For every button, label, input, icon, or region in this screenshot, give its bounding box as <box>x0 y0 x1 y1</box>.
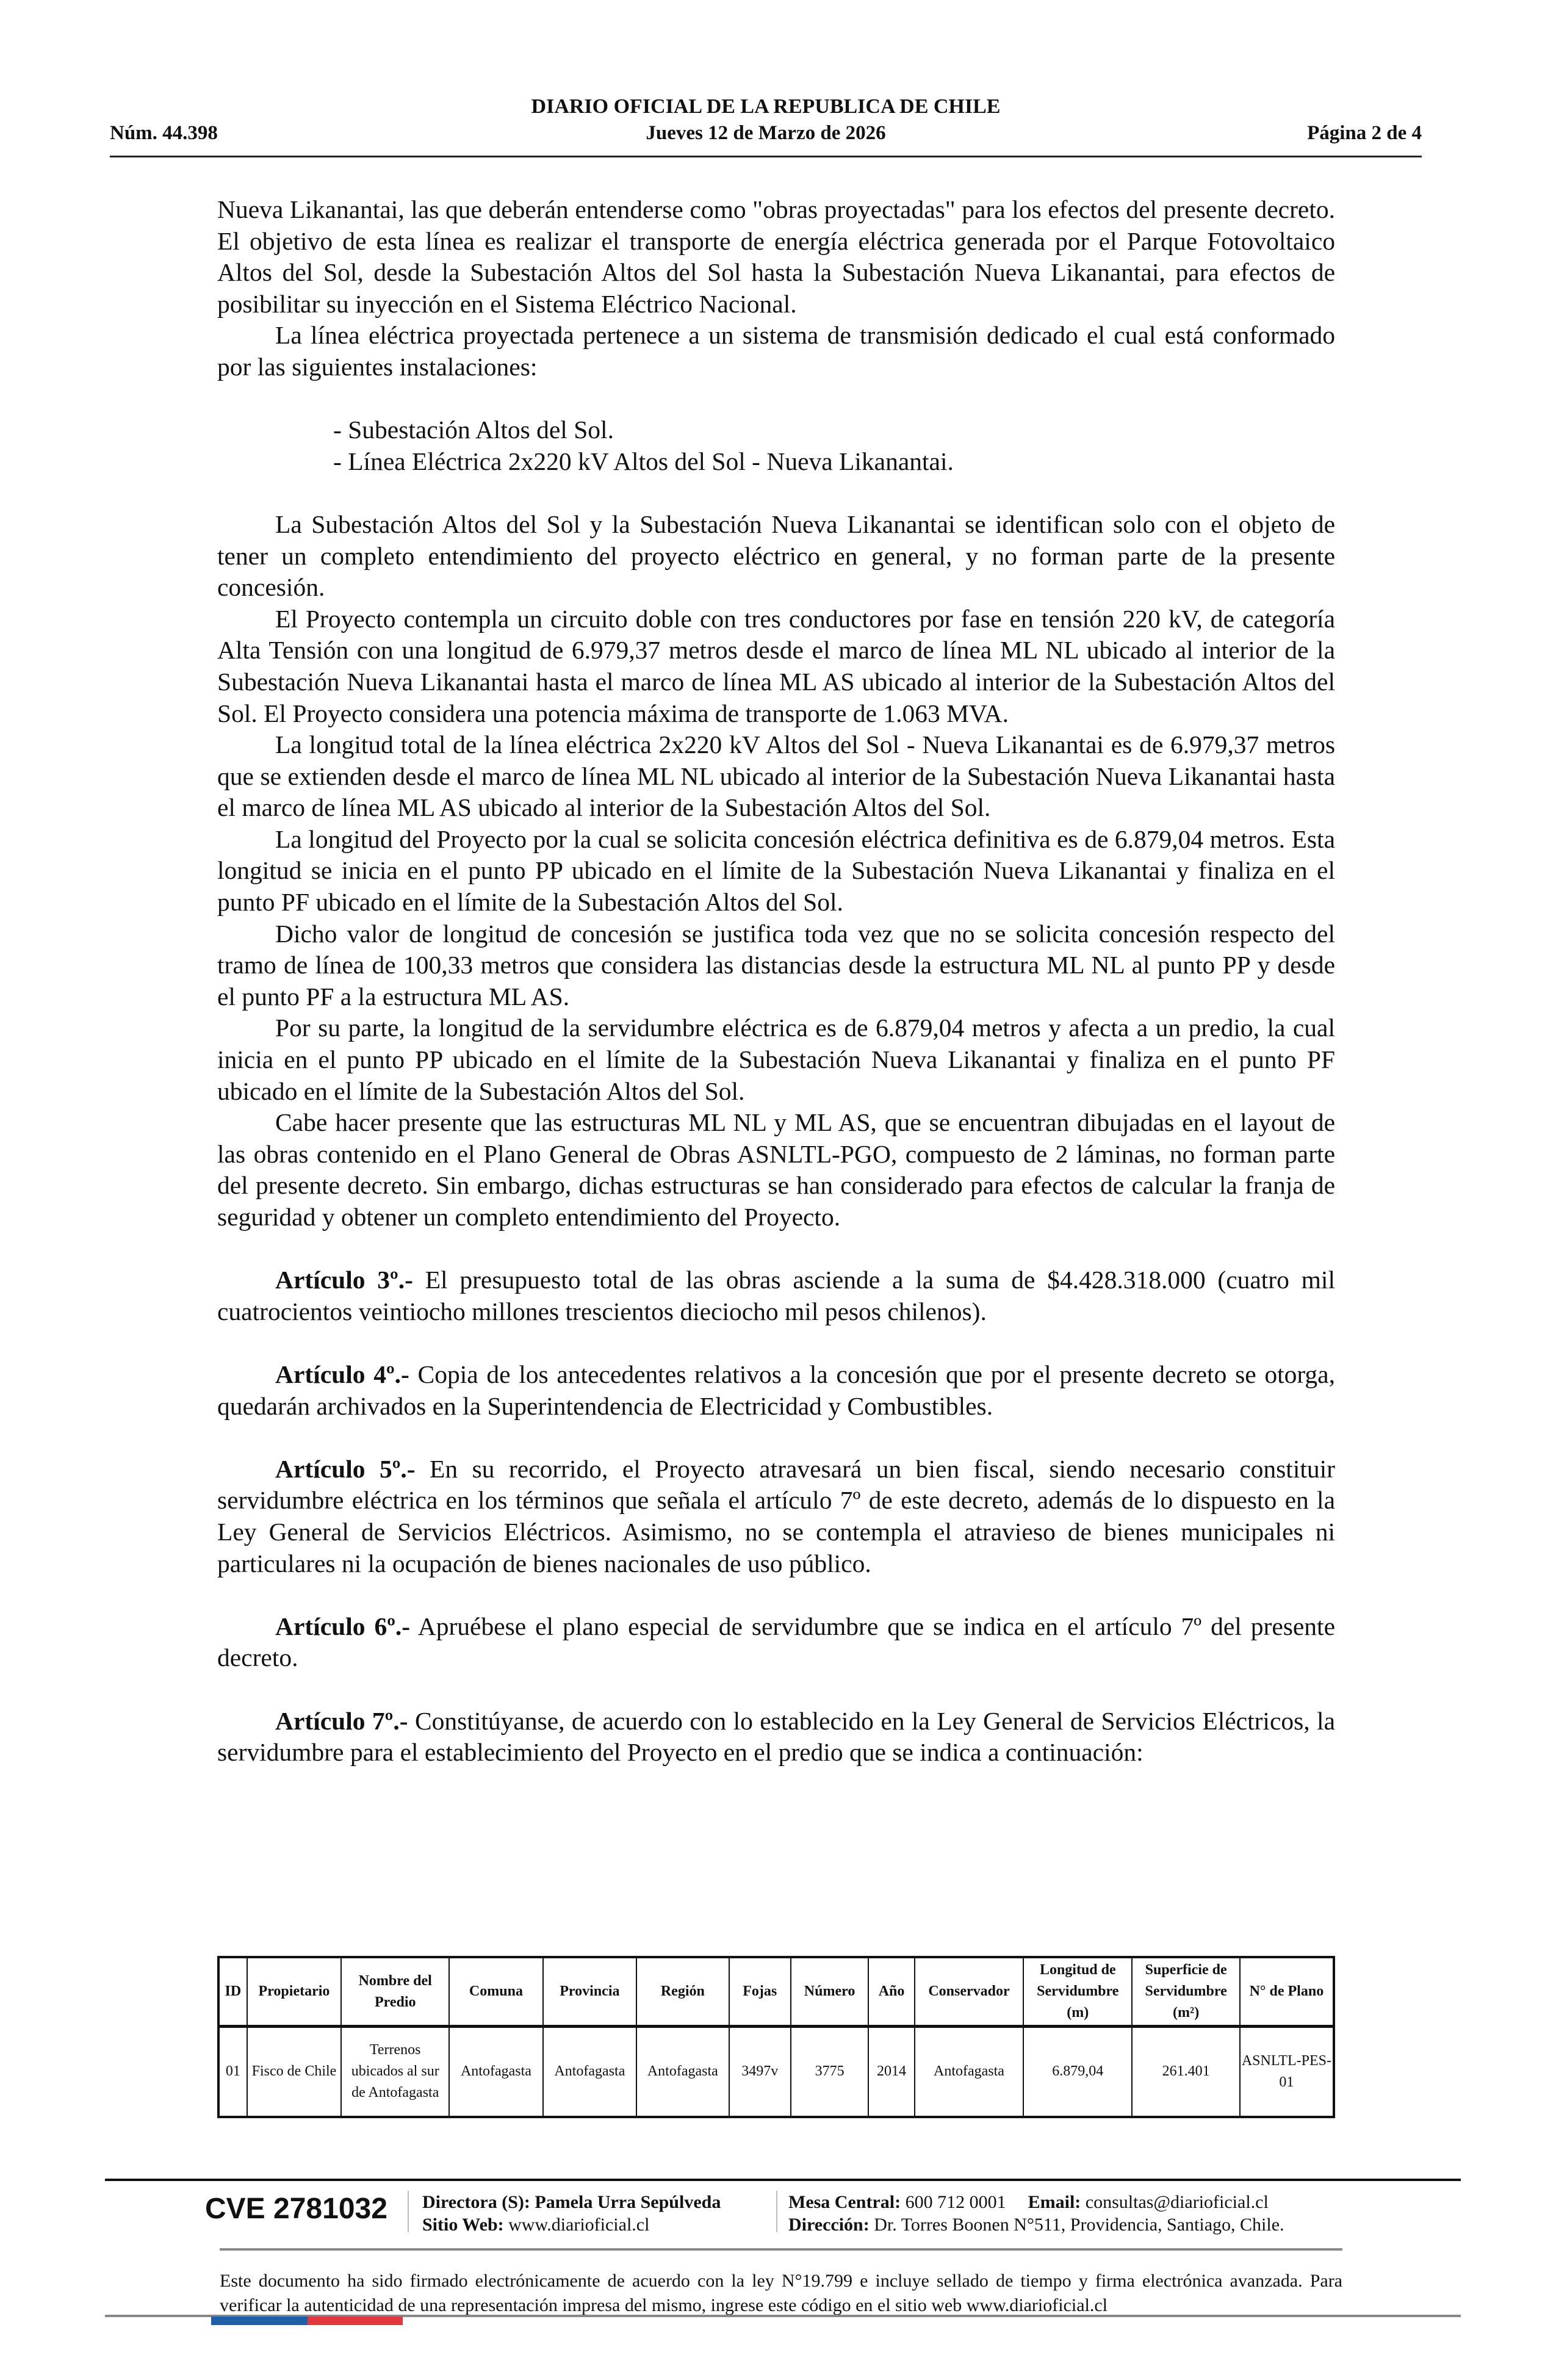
contact <box>788 2191 1269 2213</box>
table-cell: 2014 <box>868 2027 915 2117</box>
address-label: Dirección: <box>788 2215 870 2235</box>
email-link[interactable]: consultas@diarioficial.cl <box>1081 2192 1269 2212</box>
column-header: Conservador <box>915 1957 1023 2027</box>
table-cell: 6.879,04 <box>1023 2027 1132 2117</box>
paragraph: Nueva Likanantai, las que deberán entenderse como "obras proyectadas" para los efectos del presente decreto. El objetivo de esta línea es realizar el transporte de energía eléctrica generada por el Parque Fotovoltaico Altos del Sol, desde la Subestación Altos del Sol hasta la Subestación Nueva Likanantai, para efectos de posibilitar su inyección en el Sistema Eléctrico Nacional. <box>217 195 1335 318</box>
paragraph: Dicho valor de longitud de concesión se justifica toda vez que no se solicita concesión respecto del tramo de línea de 100,33 metros que considera las distancias desde la estructura ML NL al punto PP y desde el punto PF a la estructura ML AS. <box>217 919 1335 1011</box>
article-5 <box>217 1454 1335 1579</box>
article-label: Artículo 4º.- <box>275 1360 409 1388</box>
easement-table <box>217 1956 1335 2118</box>
column-header: Número <box>791 1957 868 2027</box>
article-label: Artículo 6º.- <box>275 1612 411 1640</box>
paragraph: La línea eléctrica proyectada pertenece a un sistema de transmisión dedicado el cual está conformado por las siguientes instalaciones: <box>217 321 1335 381</box>
address-text: Dr. Torres Boonen N°511, Providencia, Santiago, Chile. <box>869 2215 1284 2235</box>
column-header: Comuna <box>449 1957 542 2027</box>
footer-divider <box>220 2248 1342 2251</box>
paragraph: La Subestación Altos del Sol y la Subestación Nueva Likanantai se identifican solo con el objeto de tener un completo entendimiento del proyecto eléctrico en general, y no forman parte de la presente concesión. <box>217 510 1335 602</box>
flag-stripe-red <box>308 2317 403 2325</box>
footer-separator <box>776 2191 777 2232</box>
director-label: Directora (S): Pamela Urra Sepúlveda <box>422 2192 721 2212</box>
column-header: Longitud de Servidumbre (m) <box>1023 1957 1132 2027</box>
column-header: Fojas <box>729 1957 791 2027</box>
table-cell: 261.401 <box>1132 2027 1239 2117</box>
article-text: Constitúyanse, de acuerdo con lo establecido en la Ley General de Servicios Eléctricos, la servidumbre para el establecimiento del Proyecto en el predio que se indica a continuación: <box>217 1706 1335 1767</box>
paragraph: Cabe hacer presente que las estructuras ML NL y ML AS, que se encuentran dibujadas en el layout de las obras contenido en el Plano General de Obras ASNLTL-PGO, compuesto de 2 láminas, no forman parte del presente decreto. Sin embargo, dichas estructuras se han considerado para efectos de calcular la franja de seguridad y obtener un completo entendimiento del Proyecto. <box>217 1108 1335 1231</box>
column-header: Región <box>636 1957 729 2027</box>
paragraph: El Proyecto contempla un circuito doble con tres conductores por fase en tensión 220 kV, de categoría Alta Tensión con una longitud de 6.979,37 metros desde el marco de línea ML NL ubicado al interior de la Subestación Nueva Likanantai hasta el marco de línea ML AS ubicado al interior de la Subestación Altos del Sol. El Proyecto considera una potencia máxima de transporte de 1.063 MVA. <box>217 604 1335 727</box>
website <box>422 2213 649 2236</box>
table-cell: Antofagasta <box>543 2027 636 2117</box>
paragraph: Por su parte, la longitud de la servidumbre eléctrica es de 6.879,04 metros y afecta a un predio, la cual inicia en el punto PP ubicado en el límite de la Subestación Nueva Likanantai y finaliza en el punto PF ubicado en el límite de la Subestación Altos del Sol. <box>217 1014 1335 1105</box>
table-cell: Antofagasta <box>915 2027 1023 2117</box>
article-text: En su recorrido, el Proyecto atravesará un bien fiscal, siendo necesario constituir servidumbre eléctrica en los términos que señala el artículo 7º de este decreto, además de lo dispuesto en la Ley General de Servicios Eléctricos. Asimismo, no se contempla el atravieso de bienes municipales ni particulares ni la ocupación de bienes nacionales de uso público. <box>217 1454 1335 1578</box>
column-header: ID <box>218 1957 247 2027</box>
article-7 <box>217 1706 1335 1769</box>
publication-title: DIARIO OFICIAL DE LA REPUBLICA DE CHILE <box>531 95 1001 118</box>
column-header: Superficie de Servidumbre (m²) <box>1132 1957 1239 2027</box>
list-item: - Subestación Altos del Sol. <box>333 416 614 444</box>
column-header: Provincia <box>543 1957 636 2027</box>
phone: 600 712 0001 <box>901 2192 1006 2212</box>
table-cell: 3775 <box>791 2027 868 2117</box>
phone-label: Mesa Central: <box>788 2192 901 2212</box>
article-text: Apruébese el plano especial de servidumbre que se indica en el artículo 7º del presente decreto. <box>217 1612 1336 1672</box>
column-header: N° de Plano <box>1240 1957 1334 2027</box>
table-cell: ASNLTL-PES-01 <box>1240 2027 1334 2117</box>
article-label: Artículo 7º.- <box>275 1706 408 1735</box>
paragraph: La longitud total de la línea eléctrica 2x220 kV Altos del Sol - Nueva Likanantai es de 6.979,37 metros que se extienden desde el marco de línea ML NL ubicado al interior de la Subestación Nueva Likanantai hasta el marco de línea ML AS ubicado al interior de la Subestación Altos del Sol. <box>217 730 1335 822</box>
table-cell: 01 <box>218 2027 247 2117</box>
page-header <box>110 92 1422 157</box>
article-text: Copia de los antecedentes relativos a la concesión que por el presente decreto se otorga, quedarán archivados en la Superintendencia de Electricidad y Combustibles. <box>217 1360 1335 1420</box>
article-label: Artículo 3º.- <box>275 1266 413 1294</box>
table-cell: Antofagasta <box>449 2027 542 2117</box>
issue-date: Jueves 12 de Marzo de 2026 <box>646 122 886 144</box>
web-label: Sitio Web: <box>422 2215 504 2235</box>
footer-separator <box>408 2191 409 2232</box>
table-cell: Terrenos ubicados al sur de Antofagasta <box>341 2027 449 2117</box>
email-label: Email: <box>1028 2192 1081 2212</box>
article-label: Artículo 5º.- <box>275 1454 416 1483</box>
column-header: Nombre del Predio <box>341 1957 449 2027</box>
footer-divider <box>105 2179 1461 2181</box>
table-cell: Fisco de Chile <box>247 2027 341 2117</box>
table-row <box>218 2027 1334 2117</box>
director <box>422 2191 721 2213</box>
article-4 <box>217 1359 1335 1422</box>
cve-code: CVE 2781032 <box>205 2193 387 2225</box>
article-3 <box>217 1264 1335 1327</box>
flag-stripe-blue <box>211 2317 308 2325</box>
article-text: El presupuesto total de las obras asciende a la suma de $4.428.318.000 (cuatro mil cuatrocientos veintiocho millones trescientos dieciocho mil pesos chilenos). <box>217 1266 1335 1325</box>
document-body <box>217 194 1335 1769</box>
page-number: Página 2 de 4 <box>1307 122 1422 144</box>
table-cell: Antofagasta <box>636 2027 729 2117</box>
web-link[interactable]: www.diarioficial.cl <box>503 2215 650 2235</box>
table-header-row <box>218 1957 1334 2027</box>
table-cell: 3497v <box>729 2027 791 2117</box>
paragraph: La longitud del Proyecto por la cual se solicita concesión eléctrica definitiva es de 6.879,04 metros. Esta longitud se inicia en el punto PP ubicado en el límite de la Subestación Nueva Likanantai y finaliza en el punto PF ubicado en el límite de la Subestación Altos del Sol. <box>217 824 1335 917</box>
issue-number: Núm. 44.398 <box>110 122 218 144</box>
address <box>788 2213 1284 2236</box>
column-header: Propietario <box>247 1957 341 2027</box>
column-header: Año <box>868 1957 915 2027</box>
list-item: - Línea Eléctrica 2x220 kV Altos del Sol - Nueva Likanantai. <box>333 447 954 475</box>
signature-disclaimer: Este documento ha sido firmado electrónicamente de acuerdo con la ley N°19.799 e incluye sellado de tiempo y firma electrónica avanzada. Para verificar la autenticidad de una representación impresa del mismo, ingrese este código en el sitio web www.diarioficial.cl <box>220 2271 1342 2315</box>
article-6 <box>217 1611 1335 1674</box>
